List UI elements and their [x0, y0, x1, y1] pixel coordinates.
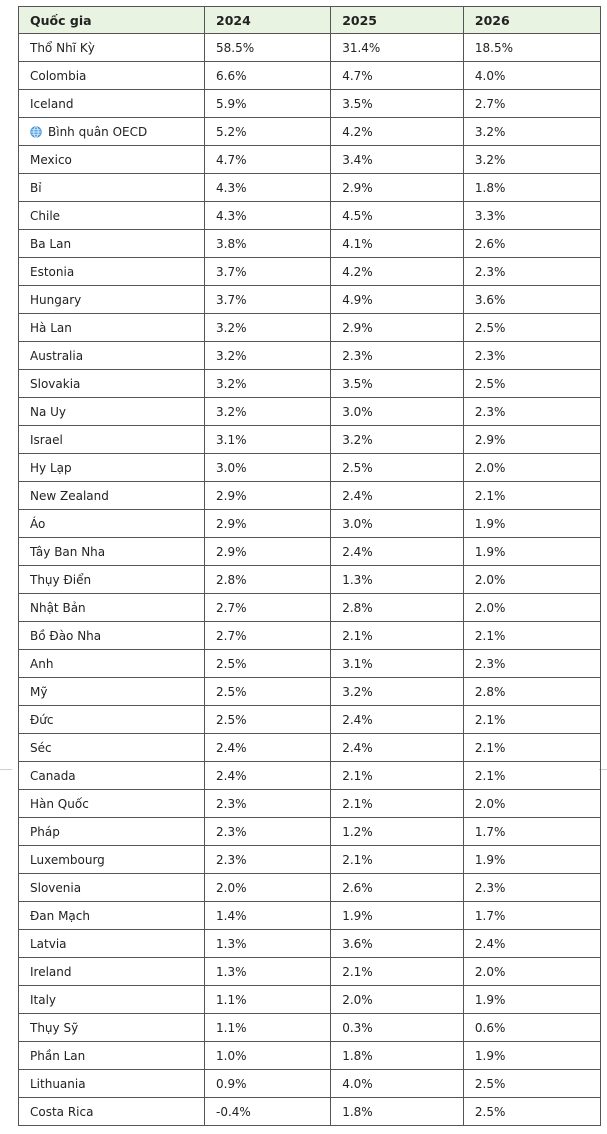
cell-country — [19, 426, 205, 454]
cell-country — [19, 706, 205, 734]
cell-2026: 1.9% — [463, 846, 600, 874]
cell-2025: 3.1% — [331, 650, 464, 678]
table-row — [19, 622, 601, 650]
cell-2026: 2.0% — [463, 790, 600, 818]
country-label: Thổ Nhĩ Kỳ — [30, 40, 95, 55]
country-label: Iceland — [30, 96, 74, 111]
cell-2025: 1.3% — [331, 566, 464, 594]
cell-2025: 4.1% — [331, 230, 464, 258]
table-row — [19, 1070, 601, 1098]
cell-2026: 2.5% — [463, 370, 600, 398]
country-label: Hàn Quốc — [30, 796, 89, 811]
cell-2025: 3.2% — [331, 678, 464, 706]
cell-2026: 1.9% — [463, 1042, 600, 1070]
cell-country — [19, 314, 205, 342]
cell-2026: 2.0% — [463, 566, 600, 594]
cell-country — [19, 34, 205, 62]
country-label: Ireland — [30, 964, 72, 979]
cell-2024: 2.4% — [205, 762, 331, 790]
table-row — [19, 734, 601, 762]
cell-2026: 2.1% — [463, 622, 600, 650]
cell-country — [19, 846, 205, 874]
cell-2024: 2.9% — [205, 482, 331, 510]
country-label: Anh — [30, 656, 54, 671]
cell-2024: 2.0% — [205, 874, 331, 902]
table-row — [19, 706, 601, 734]
cell-2025: 3.5% — [331, 370, 464, 398]
table-row — [19, 118, 601, 146]
cell-2025: 4.9% — [331, 286, 464, 314]
table-row — [19, 1042, 601, 1070]
cell-country — [19, 762, 205, 790]
cell-country — [19, 1042, 205, 1070]
cell-2025: 31.4% — [331, 34, 464, 62]
cell-country — [19, 510, 205, 538]
country-label: New Zealand — [30, 488, 109, 503]
cell-2024: 3.2% — [205, 314, 331, 342]
cell-2026: 2.8% — [463, 678, 600, 706]
cell-2024: 1.0% — [205, 1042, 331, 1070]
inflation-table — [18, 6, 601, 1126]
country-label: Phần Lan — [30, 1048, 86, 1063]
country-label: Luxembourg — [30, 852, 105, 867]
cell-country — [19, 1098, 205, 1126]
cell-2026: 2.0% — [463, 454, 600, 482]
table-row — [19, 986, 601, 1014]
table-row — [19, 34, 601, 62]
country-label: Bình quân OECD — [48, 124, 148, 139]
cell-2025: 2.8% — [331, 594, 464, 622]
table-row — [19, 650, 601, 678]
cell-2026: 2.1% — [463, 706, 600, 734]
table-row — [19, 1014, 601, 1042]
country-label: Lithuania — [30, 1076, 86, 1091]
table-row — [19, 678, 601, 706]
header-2025: 2025 — [331, 7, 464, 34]
cell-2025: 1.8% — [331, 1098, 464, 1126]
cell-2026: 2.5% — [463, 1070, 600, 1098]
cell-2024: 1.1% — [205, 986, 331, 1014]
header-2026: 2026 — [463, 7, 600, 34]
cell-country — [19, 202, 205, 230]
cell-country — [19, 286, 205, 314]
cell-country — [19, 902, 205, 930]
cell-2026: 2.6% — [463, 230, 600, 258]
table-row — [19, 398, 601, 426]
cell-2024: 3.8% — [205, 230, 331, 258]
cell-2024: 2.5% — [205, 706, 331, 734]
cell-2024: 1.3% — [205, 958, 331, 986]
cell-2024: 2.7% — [205, 594, 331, 622]
cell-country — [19, 874, 205, 902]
country-label: Pháp — [30, 824, 60, 839]
country-label: Chile — [30, 208, 61, 223]
cell-country — [19, 790, 205, 818]
cell-2025: 2.6% — [331, 874, 464, 902]
cell-2024: 2.3% — [205, 790, 331, 818]
country-label: Hy Lạp — [30, 460, 72, 475]
cell-country — [19, 454, 205, 482]
cell-2025: 3.6% — [331, 930, 464, 958]
page-divider-left — [0, 769, 12, 770]
cell-2025: 2.0% — [331, 986, 464, 1014]
cell-2024: 5.2% — [205, 118, 331, 146]
cell-2024: 4.3% — [205, 174, 331, 202]
table-row — [19, 846, 601, 874]
cell-2026: 2.4% — [463, 930, 600, 958]
cell-2025: 2.1% — [331, 846, 464, 874]
cell-2025: 3.2% — [331, 426, 464, 454]
cell-2024: 3.7% — [205, 286, 331, 314]
table-row — [19, 902, 601, 930]
cell-2026: 1.9% — [463, 986, 600, 1014]
cell-2026: 2.3% — [463, 874, 600, 902]
cell-2026: 1.8% — [463, 174, 600, 202]
cell-2024: 0.9% — [205, 1070, 331, 1098]
cell-2025: 3.4% — [331, 146, 464, 174]
country-label: Mỹ — [30, 684, 48, 699]
country-label: Đan Mạch — [30, 908, 90, 923]
table-row — [19, 594, 601, 622]
cell-country — [19, 538, 205, 566]
cell-2025: 0.3% — [331, 1014, 464, 1042]
cell-2026: 2.5% — [463, 314, 600, 342]
cell-2026: 2.1% — [463, 762, 600, 790]
cell-2025: 2.4% — [331, 482, 464, 510]
cell-2024: 1.3% — [205, 930, 331, 958]
cell-2024: 3.7% — [205, 258, 331, 286]
cell-2026: 18.5% — [463, 34, 600, 62]
cell-2025: 4.2% — [331, 118, 464, 146]
table-row — [19, 258, 601, 286]
cell-country — [19, 90, 205, 118]
cell-2025: 4.5% — [331, 202, 464, 230]
cell-2025: 1.2% — [331, 818, 464, 846]
table-row — [19, 1098, 601, 1126]
cell-2026: 2.5% — [463, 1098, 600, 1126]
cell-2026: 3.6% — [463, 286, 600, 314]
country-label: Ba Lan — [30, 236, 72, 251]
cell-2024: 2.3% — [205, 818, 331, 846]
cell-2024: 5.9% — [205, 90, 331, 118]
cell-2024: 2.7% — [205, 622, 331, 650]
cell-2024: 3.2% — [205, 398, 331, 426]
cell-country — [19, 930, 205, 958]
table-row — [19, 566, 601, 594]
cell-country — [19, 678, 205, 706]
cell-2025: 2.1% — [331, 762, 464, 790]
country-label: Slovenia — [30, 880, 82, 895]
cell-2026: 1.7% — [463, 818, 600, 846]
country-label: Slovakia — [30, 376, 81, 391]
cell-2024: 2.4% — [205, 734, 331, 762]
country-label: Latvia — [30, 936, 67, 951]
cell-2026: 2.7% — [463, 90, 600, 118]
cell-2024: 2.9% — [205, 538, 331, 566]
cell-country — [19, 174, 205, 202]
country-label: Colombia — [30, 68, 87, 83]
country-label: Na Uy — [30, 404, 67, 419]
cell-2024: 2.8% — [205, 566, 331, 594]
cell-country — [19, 958, 205, 986]
table-row — [19, 146, 601, 174]
cell-2025: 2.9% — [331, 174, 464, 202]
cell-2025: 2.9% — [331, 314, 464, 342]
country-label: Hungary — [30, 292, 82, 307]
cell-country — [19, 482, 205, 510]
cell-country — [19, 986, 205, 1014]
table-row — [19, 314, 601, 342]
table-row — [19, 958, 601, 986]
country-label: Séc — [30, 740, 52, 755]
cell-2024: 3.1% — [205, 426, 331, 454]
cell-2024: 2.3% — [205, 846, 331, 874]
cell-country — [19, 342, 205, 370]
country-label: Canada — [30, 768, 76, 783]
country-label: Italy — [30, 992, 57, 1007]
cell-2025: 2.4% — [331, 734, 464, 762]
table-row — [19, 790, 601, 818]
cell-country — [19, 230, 205, 258]
table-row — [19, 230, 601, 258]
country-label: Israel — [30, 432, 63, 447]
cell-2025: 4.7% — [331, 62, 464, 90]
table-row — [19, 62, 601, 90]
cell-country — [19, 594, 205, 622]
cell-country — [19, 566, 205, 594]
table-row — [19, 286, 601, 314]
cell-2024: 1.4% — [205, 902, 331, 930]
cell-2025: 2.4% — [331, 706, 464, 734]
table-row — [19, 482, 601, 510]
cell-country — [19, 650, 205, 678]
cell-2024: 4.3% — [205, 202, 331, 230]
cell-2025: 2.4% — [331, 538, 464, 566]
country-label: Costa Rica — [30, 1104, 94, 1119]
table-row — [19, 818, 601, 846]
cell-2024: 1.1% — [205, 1014, 331, 1042]
table-row — [19, 930, 601, 958]
cell-country — [19, 62, 205, 90]
cell-2025: 4.0% — [331, 1070, 464, 1098]
table-row — [19, 174, 601, 202]
table-body — [19, 34, 601, 1126]
cell-2024: 6.6% — [205, 62, 331, 90]
cell-2026: 2.0% — [463, 594, 600, 622]
cell-2026: 3.3% — [463, 202, 600, 230]
cell-2024: -0.4% — [205, 1098, 331, 1126]
cell-2024: 3.2% — [205, 370, 331, 398]
cell-2025: 3.0% — [331, 398, 464, 426]
cell-2024: 3.0% — [205, 454, 331, 482]
country-label: Mexico — [30, 152, 72, 167]
cell-2026: 2.1% — [463, 734, 600, 762]
cell-country — [19, 118, 205, 146]
cell-2025: 2.1% — [331, 790, 464, 818]
table-row — [19, 426, 601, 454]
cell-2025: 3.0% — [331, 510, 464, 538]
table-row — [19, 454, 601, 482]
country-label: Hà Lan — [30, 320, 72, 335]
header-country: Quốc gia — [19, 7, 205, 34]
cell-2026: 2.3% — [463, 258, 600, 286]
cell-2026: 1.7% — [463, 902, 600, 930]
cell-2024: 2.9% — [205, 510, 331, 538]
cell-country — [19, 146, 205, 174]
cell-2026: 1.9% — [463, 510, 600, 538]
cell-2025: 2.5% — [331, 454, 464, 482]
cell-country — [19, 734, 205, 762]
table-row — [19, 762, 601, 790]
table-row — [19, 90, 601, 118]
cell-2026: 1.9% — [463, 538, 600, 566]
country-label: Áo — [30, 516, 46, 531]
cell-country — [19, 1014, 205, 1042]
cell-country — [19, 258, 205, 286]
table-row — [19, 202, 601, 230]
cell-2025: 1.9% — [331, 902, 464, 930]
country-label: Tây Ban Nha — [30, 544, 106, 559]
country-label: Thụy Điển — [30, 572, 92, 587]
cell-2025: 1.8% — [331, 1042, 464, 1070]
cell-2026: 2.0% — [463, 958, 600, 986]
country-label: Nhật Bản — [30, 600, 86, 615]
cell-2025: 2.1% — [331, 622, 464, 650]
country-label: Australia — [30, 348, 84, 363]
country-label: Bỉ — [30, 180, 42, 195]
table-row — [19, 874, 601, 902]
cell-2026: 2.3% — [463, 650, 600, 678]
cell-country — [19, 622, 205, 650]
cell-2025: 4.2% — [331, 258, 464, 286]
table-row — [19, 370, 601, 398]
cell-2026: 4.0% — [463, 62, 600, 90]
globe-icon — [30, 126, 42, 138]
cell-country — [19, 1070, 205, 1098]
cell-2025: 2.1% — [331, 958, 464, 986]
cell-2026: 3.2% — [463, 146, 600, 174]
cell-2026: 2.1% — [463, 482, 600, 510]
cell-country — [19, 398, 205, 426]
country-label: Bồ Đào Nha — [30, 628, 102, 643]
table-row — [19, 510, 601, 538]
cell-2026: 2.9% — [463, 426, 600, 454]
cell-2026: 0.6% — [463, 1014, 600, 1042]
header-2024: 2024 — [205, 7, 331, 34]
cell-2024: 4.7% — [205, 146, 331, 174]
cell-2025: 2.3% — [331, 342, 464, 370]
cell-2024: 3.2% — [205, 342, 331, 370]
country-label: Estonia — [30, 264, 75, 279]
cell-country — [19, 370, 205, 398]
table-row — [19, 342, 601, 370]
cell-2024: 2.5% — [205, 678, 331, 706]
header-row — [19, 7, 601, 34]
cell-2026: 2.3% — [463, 398, 600, 426]
cell-2026: 2.3% — [463, 342, 600, 370]
country-label: Thụy Sỹ — [30, 1020, 79, 1035]
cell-2025: 3.5% — [331, 90, 464, 118]
cell-2024: 2.5% — [205, 650, 331, 678]
cell-2026: 3.2% — [463, 118, 600, 146]
table-row — [19, 538, 601, 566]
country-label: Đức — [30, 712, 54, 727]
cell-2024: 58.5% — [205, 34, 331, 62]
table-header — [19, 7, 601, 34]
cell-country — [19, 818, 205, 846]
